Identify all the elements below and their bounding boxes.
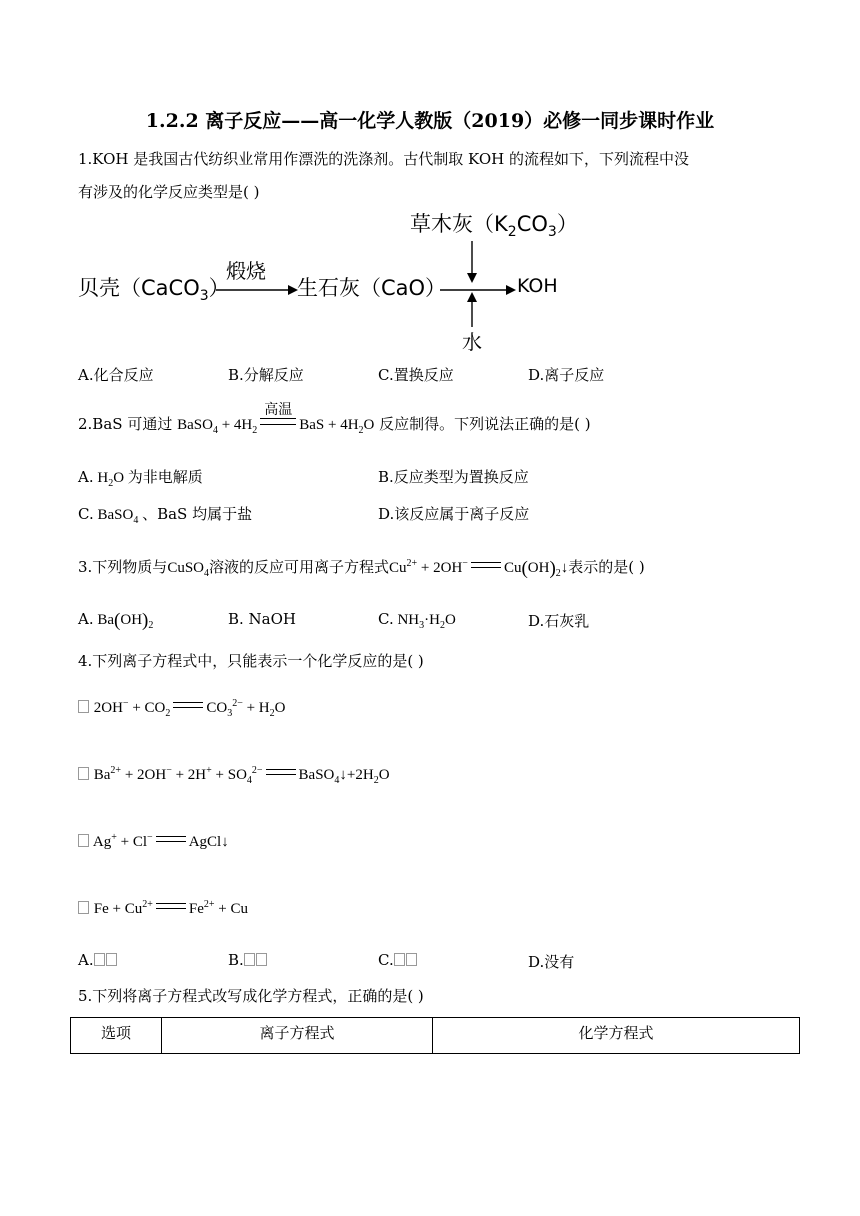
diagram-water-label: 水 [462,330,482,354]
q4-stem: 4.下列离子方程式中，只能表示一个化学反应的是( ) [78,652,424,670]
q2-condition: 高温 [260,417,296,434]
q5-stem: 5.下列将离子方程式改写成化学方程式，正确的是( ) [78,987,424,1005]
q3-option-b[interactable]: B. NaOH [228,610,297,628]
diagram-lime-label: 生石灰（CaO） [297,276,447,300]
table-header-ionic: 离子方程式 [162,1018,433,1054]
q3-option-a[interactable]: A. $Ba(OH)_2$ [78,610,154,631]
q3-option-c[interactable]: C. $NH_3\cdot H_2O$ [378,610,456,631]
q4-equation-2: $Ba^{2+} + 2OH^- + 2H^+ + SO_4^{2-}$ $BaSO_4↓+2H_2O$ [78,765,390,786]
q4-option-d[interactable]: D.没有 [528,953,575,971]
q2-option-c[interactable]: C. BaSO$_4$ 、BaS 均属于盐 [78,505,253,526]
q4-equation-4: $Fe + Cu^{2+}$ $Fe^{2+} + Cu$ [78,899,248,918]
q2-suffix: 反应制得。下列说法正确的是( ) [379,415,591,433]
q2-prefix: 2.BaS 可通过 [78,415,173,433]
document-title: 1.2.2 离子反应——高一化学人教版（2019）必修一同步课时作业 [145,110,715,132]
q2-stem [78,403,591,436]
q1-flow-diagram [70,205,590,357]
q4-option-b[interactable]: B. [228,951,268,969]
q3-stem: 3.下列物质与CuSO$_4$溶液的反应可用离子方程式$Cu^{2+} + 2OH^-$ $Cu(OH)_2↓$表示的是( ) [78,558,645,579]
table-header-chemical: 化学方程式 [433,1018,800,1054]
q1-option-a[interactable]: A.化合反应 [78,366,154,384]
diagram-calcine-label: 煅烧 [226,259,266,283]
q1-option-d[interactable]: D.离子反应 [528,366,605,384]
table-header-row [71,1018,800,1054]
table-header-option: 选项 [71,1018,162,1054]
diagram-arrowhead-down [467,273,477,283]
diagram-arrowhead-up [467,292,477,302]
q1-stem-line1: 1.KOH 是我国古代纺织业常用作漂洗的洗涤剂。古代制取 KOH 的流程如下，下列流程中没 [78,150,689,168]
q1-stem-line2: 有涉及的化学反应类型是( ) [78,183,260,201]
diagram-shell-label: 贝壳（CaCO$_3$） [78,276,230,304]
q2-option-b[interactable]: B.反应类型为置换反应 [378,468,529,486]
q2-equation: BaSO$_4$ + $4H_2$ 高温 BaS + $4H_2O$ [177,403,375,436]
q2-option-a[interactable]: A. $H_2O$ 为非电解质 [78,468,203,489]
q1-option-b[interactable]: B.分解反应 [228,366,304,384]
diagram-top-label: 草木灰$(K_2CO_3)$ [410,212,578,240]
q5-table [70,1017,800,1054]
diagram-product-label: KOH [517,275,558,297]
q2-option-d[interactable]: D.该反应属于离子反应 [378,505,530,523]
q4-option-a[interactable]: A. [78,951,118,969]
q1-option-c[interactable]: C.置换反应 [378,366,454,384]
q3-option-d[interactable]: D.石灰乳 [528,612,590,630]
diagram-arrowhead-2 [506,285,516,295]
q4-equation-3: Ag+ + Cl− AgCl↓ [78,832,229,851]
q4-equation-1: $2OH^- + CO_2$ $CO_3^{2-} + H_2O$ [78,698,285,719]
q4-option-c[interactable]: C. [378,951,418,969]
